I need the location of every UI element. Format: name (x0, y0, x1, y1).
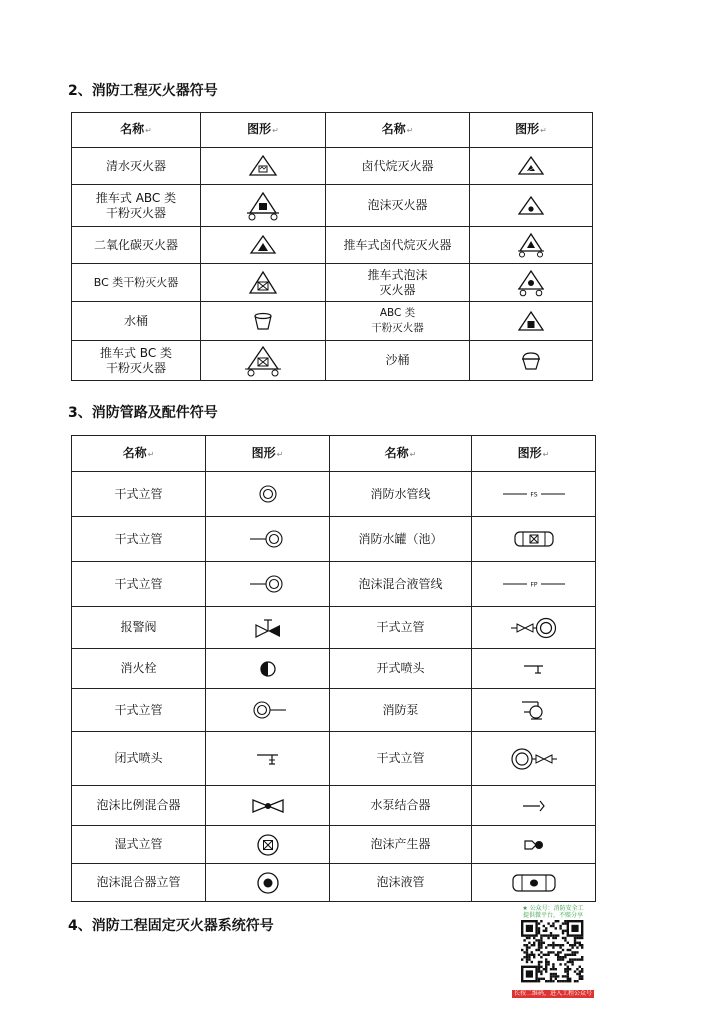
table-row (72, 562, 596, 607)
pipe-fp-icon (501, 577, 567, 591)
section-title-fixed-system: 4、消防工程固定灭火器系统符号 (68, 918, 274, 934)
symbol-name: 推车式 ABC 类 干粉灭火器 (72, 185, 201, 227)
triangle-cross-icon (248, 270, 278, 296)
table-row (72, 302, 593, 341)
symbol-figure (472, 472, 596, 517)
pipe-fitting-symbol-table (71, 435, 596, 902)
pump-connector-icon (520, 798, 548, 814)
section-title-pipes: 3、消防管路及配件符号 (68, 405, 218, 421)
symbol-name: 泡沫混合液管线 (330, 562, 472, 607)
symbol-figure (472, 786, 596, 826)
table-row (72, 472, 596, 517)
symbol-figure (206, 689, 330, 732)
cart-triangle-cross-icon (241, 345, 285, 377)
table-header-row (72, 436, 596, 472)
symbol-name: 报警阀 (72, 607, 206, 649)
header-name: 名称 ↵ (326, 113, 470, 148)
line-double-circle-icon (248, 527, 288, 551)
symbol-figure (472, 517, 596, 562)
symbol-figure (472, 607, 596, 649)
symbol-figure (470, 227, 593, 264)
symbol-figure (201, 341, 326, 381)
qr-caption-line1: ★ 公众号：消防安全工 (522, 905, 584, 912)
table-row (72, 649, 596, 689)
symbol-figure (206, 562, 330, 607)
symbol-figure (472, 649, 596, 689)
sand-bucket-icon (518, 350, 544, 372)
symbol-name: 干式立管 (72, 517, 206, 562)
symbol-figure (206, 864, 330, 902)
symbol-figure (472, 826, 596, 864)
table-row (72, 786, 596, 826)
symbol-name: ABC 类 干粉灭火器 (326, 302, 470, 341)
symbol-name: 消防水罐（池） (330, 517, 472, 562)
header-name: 名称 ↵ (72, 436, 206, 472)
symbol-figure (470, 341, 593, 381)
symbol-name: 水泵结合器 (330, 786, 472, 826)
header-figure: 图形 ↵ (472, 436, 596, 472)
symbol-name: 清水灭火器 (72, 148, 201, 185)
svg-text:FP: FP (529, 581, 538, 589)
table-row (72, 227, 593, 264)
triangle-square-icon (516, 309, 546, 333)
header-figure: 图形 ↵ (201, 113, 326, 148)
header-figure: 图形 ↵ (470, 113, 593, 148)
proportioner-icon (250, 797, 286, 815)
symbol-figure (470, 148, 593, 185)
symbol-figure (472, 732, 596, 786)
symbol-name: 泡沫混合器立管 (72, 864, 206, 902)
half-circle-icon (258, 659, 278, 679)
symbol-figure (201, 148, 326, 185)
qr-code-badge[interactable] (512, 905, 594, 997)
symbol-name: 干式立管 (72, 562, 206, 607)
table-row (72, 607, 596, 649)
symbol-name: 闭式喷头 (72, 732, 206, 786)
cart-triangle-square-icon (243, 191, 283, 221)
cart-triangle-dot-icon (514, 269, 548, 297)
double-circle-valve-icon (509, 745, 559, 773)
symbol-name: BC 类干粉灭火器 (72, 264, 201, 302)
double-circle-line-icon (248, 698, 288, 722)
qr-caption-bottom: 长按二维码，进入工程公众号 (513, 990, 592, 997)
symbol-figure (206, 826, 330, 864)
symbol-figure (206, 732, 330, 786)
symbol-name: 干式立管 (72, 472, 206, 517)
symbol-name: 泡沫液管 (330, 864, 472, 902)
table-row (72, 864, 596, 902)
table-row (72, 826, 596, 864)
cart-triangle-halon-icon (514, 232, 548, 258)
symbol-figure (201, 185, 326, 227)
symbol-name: 干式立管 (72, 689, 206, 732)
header-figure: 图形 ↵ (206, 436, 330, 472)
symbol-figure (472, 864, 596, 902)
triangle-wave-icon (248, 154, 278, 178)
symbol-name: 消防水管线 (330, 472, 472, 517)
table-header-row (72, 113, 593, 148)
symbol-name: 推车式卤代烷灭火器 (326, 227, 470, 264)
table-row (72, 341, 593, 381)
symbol-figure (201, 264, 326, 302)
valve-double-circle-icon (509, 615, 559, 641)
symbol-figure (470, 185, 593, 227)
symbol-figure (206, 649, 330, 689)
foam-tank-icon (510, 873, 558, 893)
symbol-name: 泡沫产生器 (330, 826, 472, 864)
symbol-figure (206, 472, 330, 517)
table-row (72, 732, 596, 786)
symbol-name: 卤代烷灭火器 (326, 148, 470, 185)
triangle-dot-icon (516, 194, 546, 218)
symbol-figure (470, 264, 593, 302)
table-row (72, 689, 596, 732)
extinguisher-symbol-table (71, 112, 593, 381)
triangle-halon-icon (516, 154, 546, 178)
fire-pump-icon (519, 697, 549, 723)
symbol-figure (206, 517, 330, 562)
table-row (72, 148, 593, 185)
symbol-name: 推车式 BC 类 干粉灭火器 (72, 341, 201, 381)
symbol-figure (201, 227, 326, 264)
table-row (72, 517, 596, 562)
closed-sprinkler-icon (254, 751, 282, 767)
symbol-figure (470, 302, 593, 341)
section-title-extinguisher: 2、消防工程灭火器符号 (68, 83, 218, 99)
symbol-name: 开式喷头 (330, 649, 472, 689)
symbol-figure (206, 607, 330, 649)
tank-cross-icon (512, 530, 556, 548)
symbol-name: 干式立管 (330, 732, 472, 786)
header-name: 名称 ↵ (72, 113, 201, 148)
symbol-name: 二氧化碳灭火器 (72, 227, 201, 264)
header-name: 名称 ↵ (330, 436, 472, 472)
open-sprinkler-icon (521, 661, 547, 677)
circle-square-cross-icon (255, 832, 281, 858)
qr-caption-line2: 提供微平台，不赔分享 (522, 912, 583, 919)
double-circle-icon (256, 482, 280, 506)
symbol-name: 泡沫比例混合器 (72, 786, 206, 826)
symbol-name: 消防泵 (330, 689, 472, 732)
symbol-name: 湿式立管 (72, 826, 206, 864)
bucket-icon (250, 310, 276, 332)
symbol-name: 消火栓 (72, 649, 206, 689)
symbol-name: 干式立管 (330, 607, 472, 649)
foam-generator-icon (522, 837, 546, 853)
symbol-figure (206, 786, 330, 826)
symbol-name: 推车式泡沫 灭火器 (326, 264, 470, 302)
symbol-name: 泡沫灭火器 (326, 185, 470, 227)
table-row (72, 185, 593, 227)
qr-code-icon (512, 919, 594, 985)
symbol-name: 沙桶 (326, 341, 470, 381)
line-double-circle-icon (248, 572, 288, 596)
table-row (72, 264, 593, 302)
pipe-fs-icon (501, 487, 567, 501)
svg-text:FS: FS (529, 491, 538, 499)
symbol-figure (472, 562, 596, 607)
triangle-solid-icon (248, 233, 278, 257)
symbol-name: 水桶 (72, 302, 201, 341)
symbol-figure (201, 302, 326, 341)
symbol-figure (472, 689, 596, 732)
alarm-valve-icon (253, 615, 283, 641)
circle-dot-icon (255, 870, 281, 896)
